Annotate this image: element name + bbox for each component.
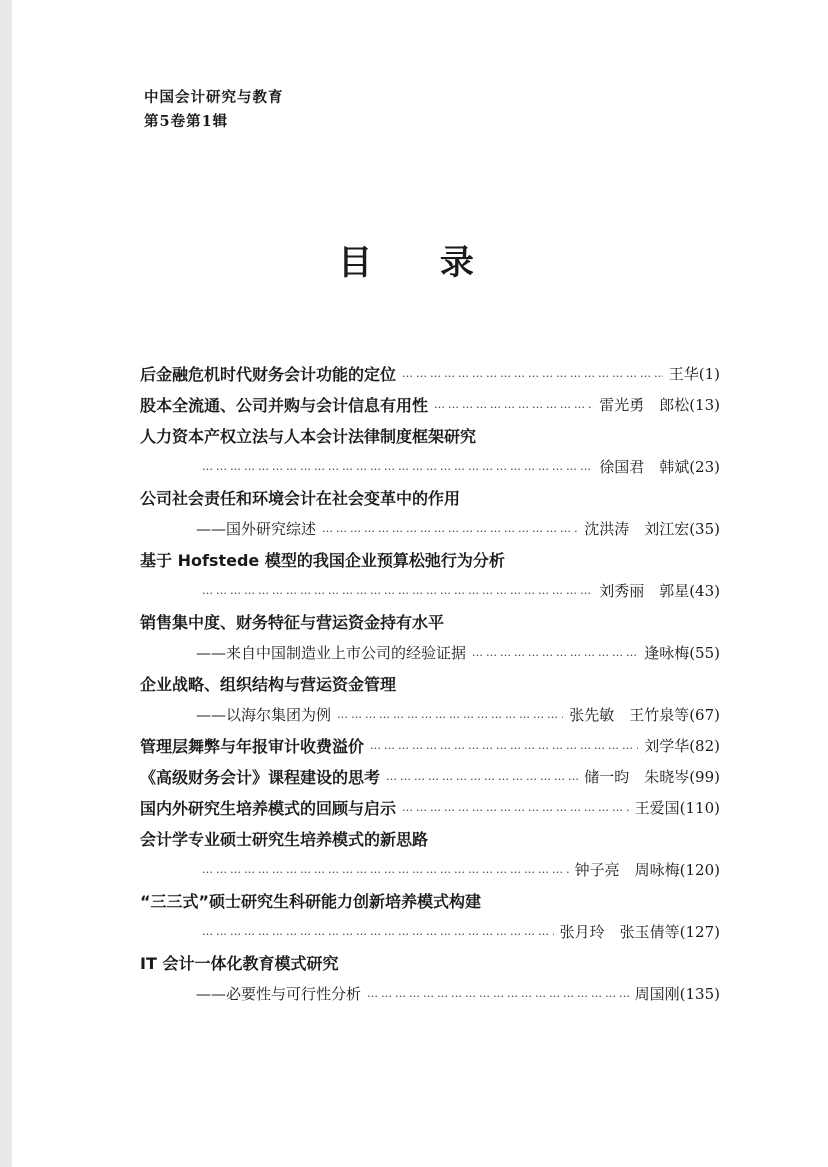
toc-entry-title: 后金融危机时代财务会计功能的定位 [140, 365, 397, 384]
toc-entry-authors: 徐国君 韩斌 [599, 458, 690, 476]
toc-entry-subtitle: ——以海尔集团为例 [196, 706, 332, 724]
toc-entry [140, 637, 720, 668]
toc-entry [140, 916, 720, 947]
toc-entry [140, 544, 720, 575]
journal-name: 中国会计研究与教育 [144, 89, 284, 106]
leader-dots [337, 708, 563, 721]
toc-entry-authors: 沈洪涛 刘江宏 [584, 520, 690, 538]
toc-entry-subtitle: ——国外研究综述 [196, 520, 317, 538]
toc-entry-authors: 刘学华 [644, 737, 690, 755]
toc-entry-authors: 王华 [668, 365, 699, 383]
leader-dots [202, 863, 569, 876]
leader-dots [322, 522, 578, 535]
toc-entry-page: (43) [689, 581, 720, 600]
toc-entry [140, 513, 720, 544]
toc-entry-page: (23) [689, 457, 720, 476]
toc-entry-title: 会计学专业硕士研究生培养模式的新思路 [140, 830, 429, 849]
leader-dots [402, 801, 629, 814]
toc-entry-title: IT 会计一体化教育模式研究 [140, 954, 339, 973]
toc-entry-authors: 钟子亮 周咏梅 [574, 861, 680, 879]
toc-entry [140, 451, 720, 482]
toc-entry-authors: 刘秀丽 郭星 [599, 582, 690, 600]
toc-entry-title: 管理层舞弊与年报审计收费溢价 [140, 737, 365, 756]
toc-entry [140, 854, 720, 885]
journal-header [144, 86, 284, 134]
toc-entry-page: (13) [689, 395, 720, 414]
leader-dots [434, 398, 593, 411]
toc-entry-title: 股本全流通、公司并购与会计信息有用性 [140, 396, 429, 415]
toc-entry-page: (82) [689, 736, 720, 755]
toc-entry [140, 792, 720, 823]
toc-entry [140, 978, 720, 1009]
toc-entry-authors: 雷光勇 郎松 [599, 396, 690, 414]
leader-dots [202, 925, 554, 938]
leader-dots [402, 367, 663, 380]
toc-entry [140, 947, 720, 978]
toc-entry-page: (35) [689, 519, 720, 538]
toc-entry-title: 基于 Hofstede 模型的我国企业预算松弛行为分析 [140, 551, 505, 570]
toc-entry [140, 699, 720, 730]
toc-entry-page: (55) [689, 643, 720, 662]
toc-entry [140, 358, 720, 389]
toc-entry [140, 885, 720, 916]
toc-entry-title: 销售集中度、财务特征与营运资金持有水平 [140, 613, 445, 632]
toc-entry [140, 575, 720, 606]
toc-entry-page: (127) [679, 922, 720, 941]
toc-entry-authors: 逢咏梅 [644, 644, 690, 662]
toc-entry-page: (135) [679, 984, 720, 1003]
toc-entry-title: “三三式”硕士研究生科研能力创新培养模式构建 [140, 892, 482, 911]
toc-entry-title: 《高级财务会计》课程建设的思考 [140, 768, 381, 787]
toc-entry-title: 公司社会责任和环境会计在社会变革中的作用 [140, 489, 461, 508]
toc-entry-authors: 张月玲 张玉倩等 [559, 923, 680, 941]
toc-entry [140, 606, 720, 637]
leader-dots [202, 460, 593, 473]
toc-entry-authors: 储一昀 朱晓岑 [584, 768, 690, 786]
toc-entry-page: (99) [689, 767, 720, 786]
toc-entry [140, 482, 720, 513]
toc-entry-page: (67) [689, 705, 720, 724]
toc-entry-authors: 张先敏 王竹泉等 [569, 706, 690, 724]
toc-entry-subtitle: ——必要性与可行性分析 [196, 985, 362, 1003]
toc-entry [140, 761, 720, 792]
leader-dots [472, 646, 638, 659]
leader-dots [202, 584, 593, 597]
volume-issue: 第5卷第1辑 [144, 113, 229, 130]
toc-entry-title: 人力资本产权立法与人本会计法律制度框架研究 [140, 427, 477, 446]
toc-entry-page: (110) [679, 798, 720, 817]
page [12, 0, 828, 1167]
table-of-contents [140, 358, 720, 1009]
leader-dots [386, 770, 578, 783]
toc-entry-authors: 王爱国 [634, 799, 680, 817]
toc-entry [140, 389, 720, 420]
leader-dots [370, 739, 638, 752]
page-title: 目 录 [338, 243, 502, 283]
toc-entry [140, 668, 720, 699]
toc-entry [140, 730, 720, 761]
toc-entry-authors: 周国刚 [634, 985, 680, 1003]
toc-entry [140, 823, 720, 854]
toc-entry-subtitle: ——来自中国制造业上市公司的经验证据 [196, 644, 467, 662]
toc-entry-title: 企业战略、组织结构与营运资金管理 [140, 675, 397, 694]
toc-entry-page: (1) [698, 364, 720, 383]
leader-dots [367, 987, 629, 1000]
toc-entry-page: (120) [679, 860, 720, 879]
toc-entry [140, 420, 720, 451]
toc-entry-title: 国内外研究生培养模式的回顾与启示 [140, 799, 397, 818]
